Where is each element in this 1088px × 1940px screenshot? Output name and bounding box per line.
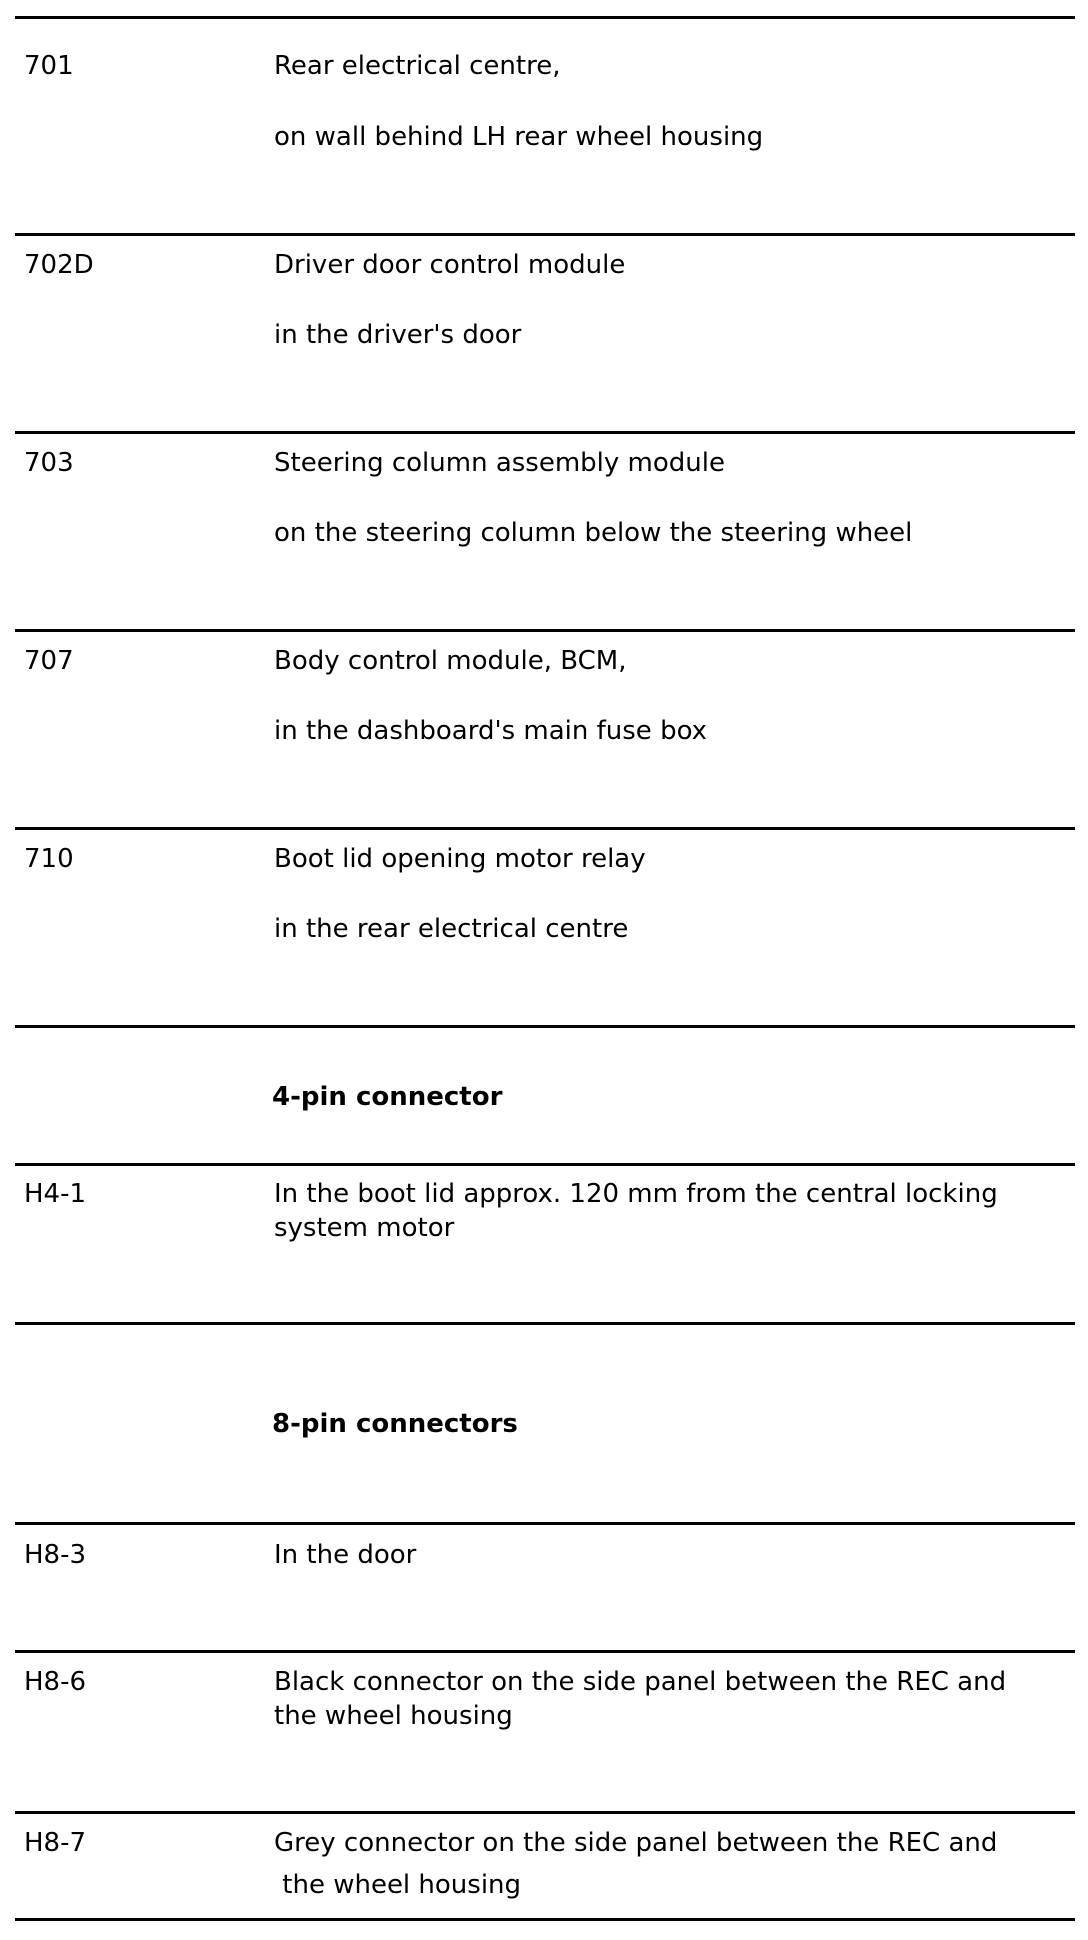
component-code: 702D bbox=[24, 250, 94, 280]
connector-location: In the door bbox=[274, 1540, 417, 1570]
component-description: Steering column assembly module bbox=[274, 448, 725, 478]
section-heading-8pin: 8-pin connectors bbox=[272, 1409, 518, 1439]
row-divider bbox=[15, 1522, 1075, 1525]
connector-code: H4-1 bbox=[24, 1179, 87, 1209]
component-description: Body control module, BCM, bbox=[274, 646, 627, 676]
component-code: 707 bbox=[24, 646, 74, 676]
component-location: in the dashboard's main fuse box bbox=[274, 716, 708, 746]
component-description: Rear electrical centre, bbox=[274, 51, 561, 81]
row-divider bbox=[15, 16, 1075, 19]
connector-location: In the boot lid approx. 120 mm from the central locking bbox=[274, 1179, 998, 1209]
row-divider bbox=[15, 1025, 1075, 1028]
component-code: 701 bbox=[24, 51, 74, 81]
row-divider bbox=[15, 233, 1075, 236]
connector-code: H8-3 bbox=[24, 1540, 87, 1570]
connector-code: H8-7 bbox=[24, 1828, 87, 1858]
component-code: 710 bbox=[24, 844, 74, 874]
row-divider bbox=[15, 1650, 1075, 1653]
row-divider bbox=[15, 1811, 1075, 1814]
section-heading-4pin: 4-pin connector bbox=[272, 1082, 503, 1112]
connector-location-cont: the wheel housing bbox=[274, 1701, 513, 1731]
component-description: Driver door control module bbox=[274, 250, 626, 280]
connector-location: Grey connector on the side panel between the REC and bbox=[274, 1828, 998, 1858]
row-divider bbox=[15, 1918, 1075, 1921]
component-code: 703 bbox=[24, 448, 74, 478]
component-description: Boot lid opening motor relay bbox=[274, 844, 646, 874]
row-divider bbox=[15, 827, 1075, 830]
component-location: on wall behind LH rear wheel housing bbox=[274, 122, 764, 152]
component-location: in the driver's door bbox=[274, 320, 522, 350]
connector-code: H8-6 bbox=[24, 1667, 87, 1697]
row-divider bbox=[15, 1163, 1075, 1166]
component-location: on the steering column below the steering wheel bbox=[274, 518, 913, 548]
component-location: in the rear electrical centre bbox=[274, 914, 629, 944]
connector-location: Black connector on the side panel between the REC and bbox=[274, 1667, 1007, 1697]
row-divider bbox=[15, 431, 1075, 434]
connector-location-cont: system motor bbox=[274, 1213, 455, 1243]
row-divider bbox=[15, 629, 1075, 632]
row-divider bbox=[15, 1322, 1075, 1325]
connector-location-cont: the wheel housing bbox=[274, 1870, 522, 1900]
